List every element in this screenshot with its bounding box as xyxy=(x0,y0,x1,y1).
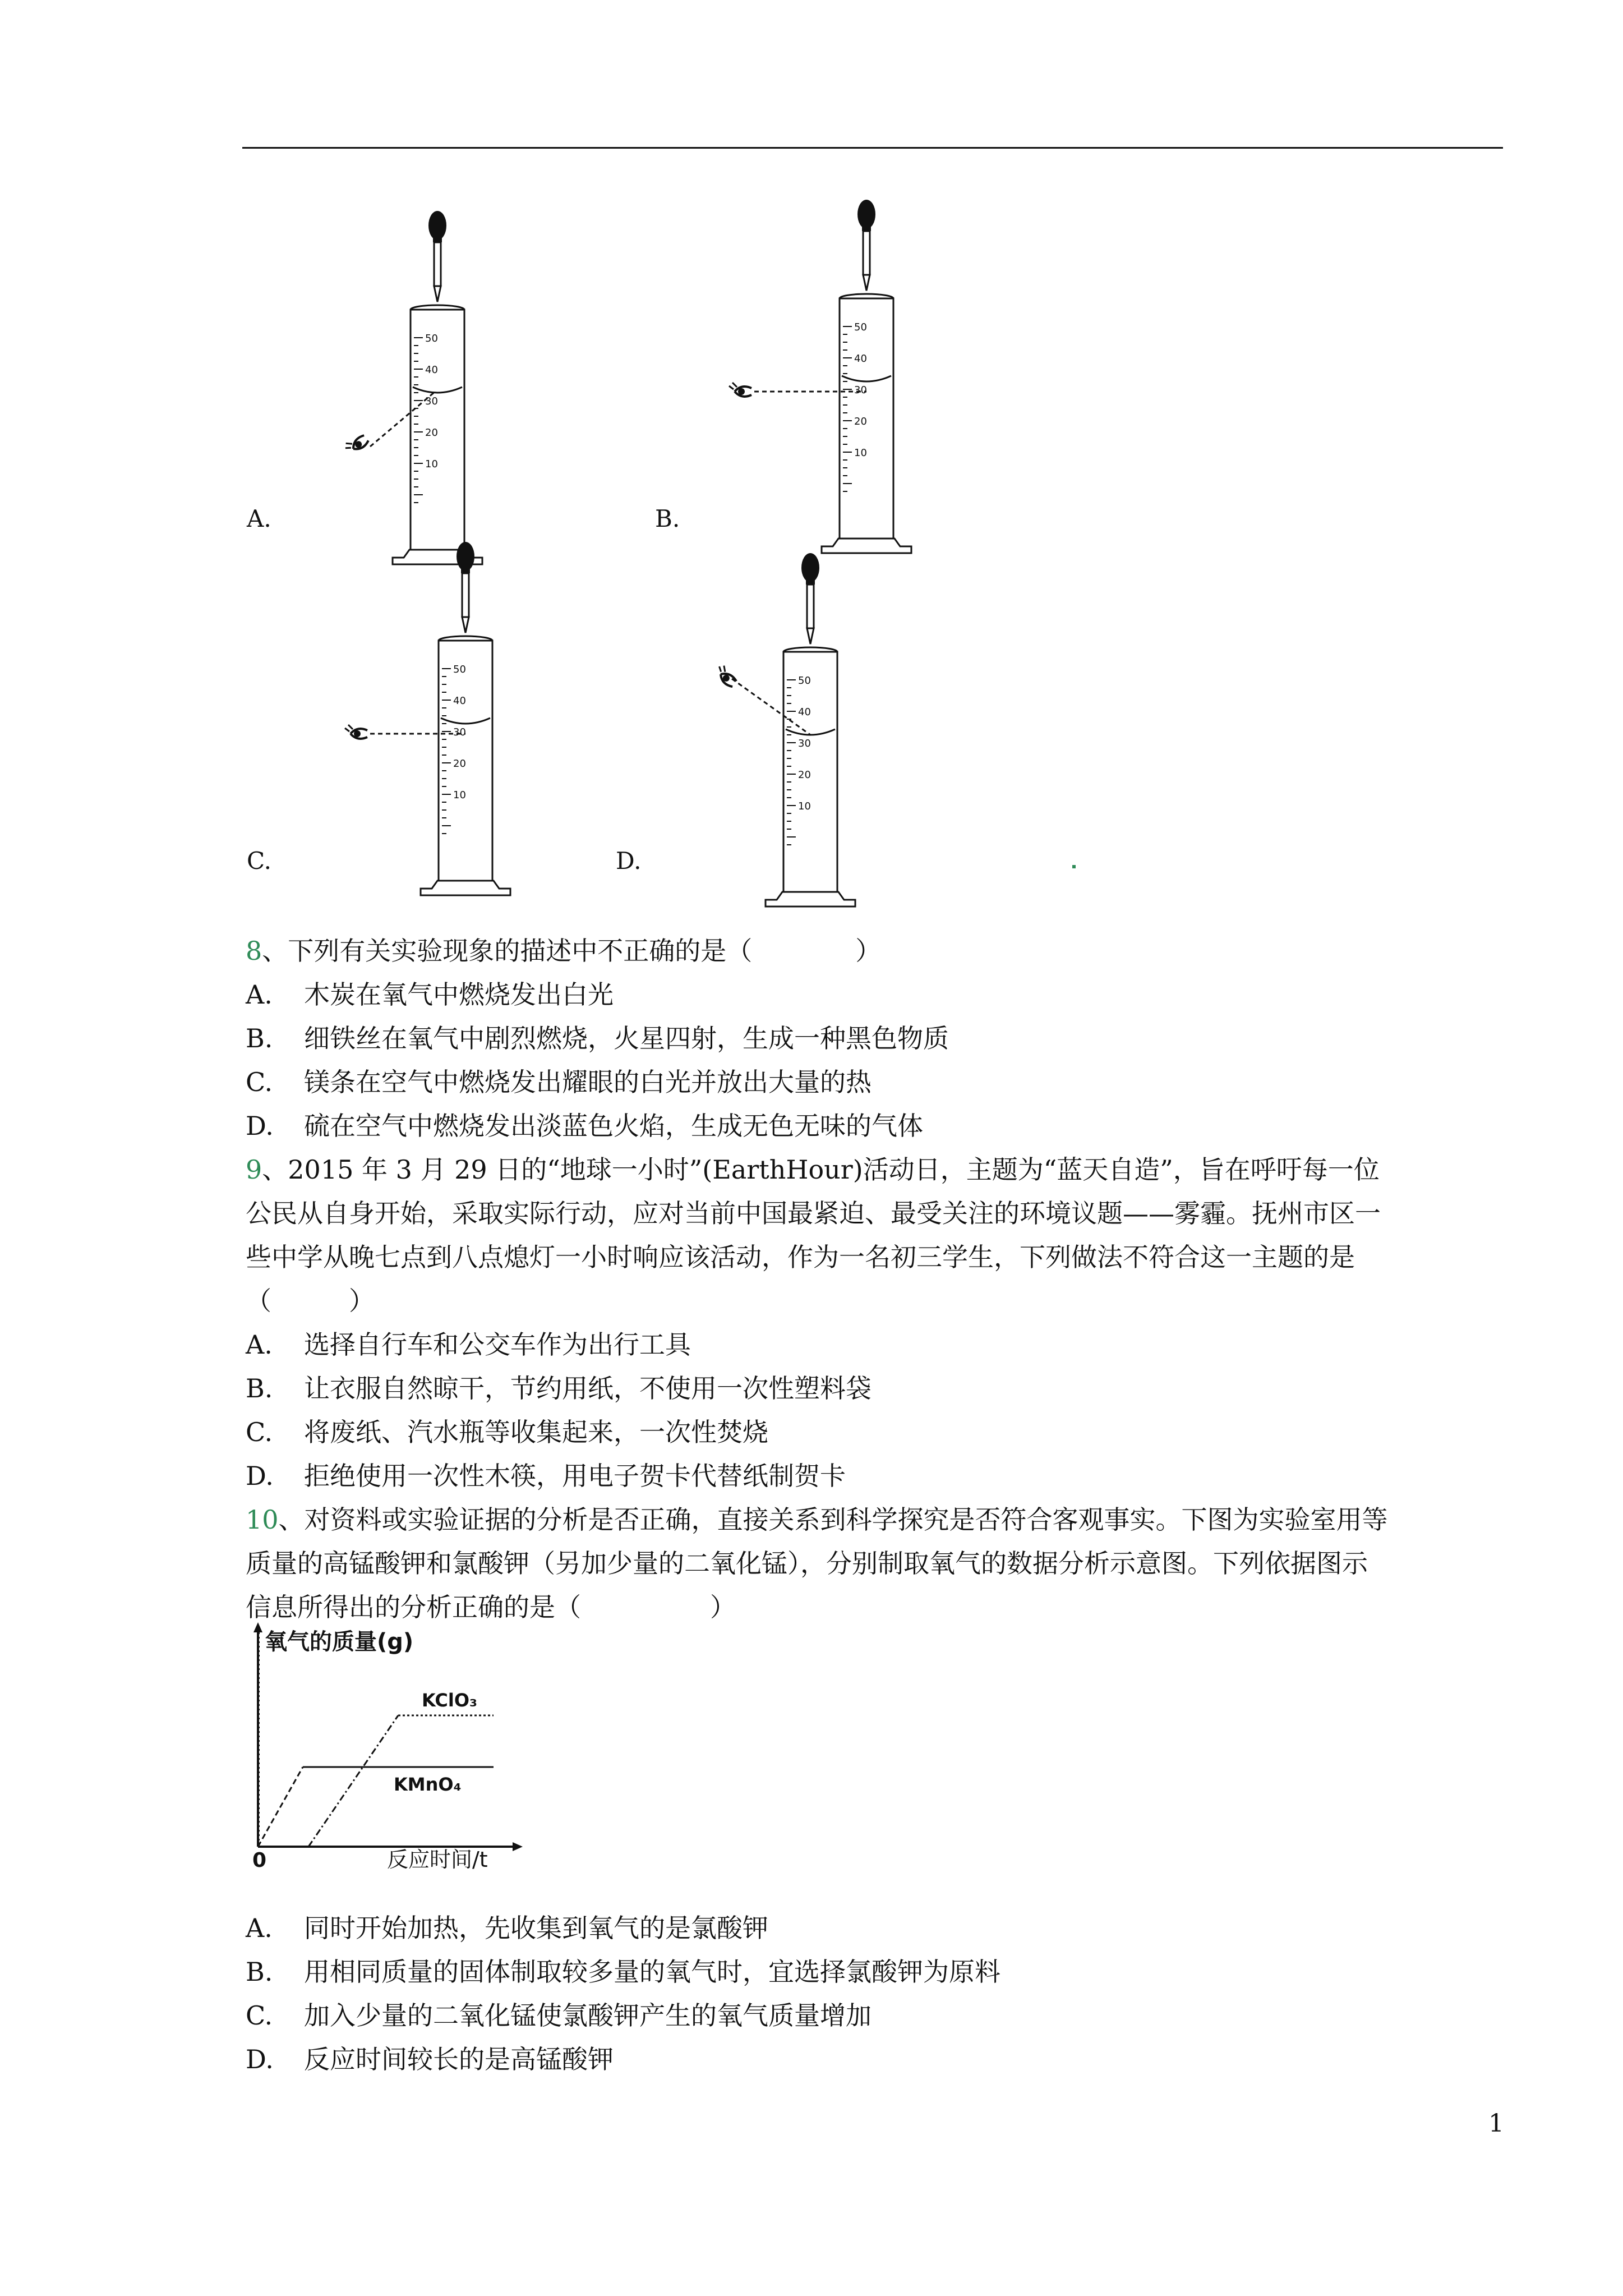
option-text: 用相同质量的固体制取较多量的氧气时，宜选择氯酸钾为原料 xyxy=(304,1957,1000,1987)
figure-label-d: D. xyxy=(616,847,642,875)
question-text: 、2015 年 3 月 29 日的“地球一小时”(EarthHour)活动日，主题为“蓝天自造”，旨在呼吁每一位 xyxy=(262,1154,1380,1185)
scale-label-40: 40 xyxy=(453,695,466,707)
q10-option-b xyxy=(246,1950,1000,1994)
question-10-stem-line3: 信息所得出的分析正确的是（ ） xyxy=(246,1592,736,1622)
scale-label-10: 10 xyxy=(854,447,867,459)
eye-icon xyxy=(729,383,751,397)
cylinder-figure-d xyxy=(754,555,900,914)
option-letter: A. xyxy=(246,979,273,1010)
option-text: 镁条在空气中燃烧发出耀眼的白光并放出大量的热 xyxy=(304,1067,872,1097)
stray-mark xyxy=(1072,865,1076,868)
scale-label-30: 30 xyxy=(453,726,466,738)
option-text: 加入少量的二氧化锰使氯酸钾产生的氧气质量增加 xyxy=(304,2000,872,2031)
header-rule xyxy=(242,147,1503,149)
option-text: 让衣服自然晾干，节约用纸，不使用一次性塑料袋 xyxy=(304,1373,872,1404)
option-text: 木炭在氧气中燃烧发出白光 xyxy=(304,979,614,1010)
graph-x-label: 反应时间/t xyxy=(387,1847,488,1869)
option-letter: C. xyxy=(246,1067,273,1097)
scale-label-50: 50 xyxy=(453,664,466,675)
question-8-stem xyxy=(246,929,881,973)
option-text: 选择自行车和公交车作为出行工具 xyxy=(304,1329,691,1360)
question-number: 10 xyxy=(246,1504,279,1535)
option-letter: B. xyxy=(246,1023,273,1053)
scale-label-20: 20 xyxy=(798,769,811,781)
q10-option-c xyxy=(246,1994,872,2037)
graph-series-kmno4: KMnO₄ xyxy=(394,1774,462,1795)
scale-label-40: 40 xyxy=(854,353,867,365)
kclo3-rise xyxy=(308,1715,398,1847)
scale-label-30: 30 xyxy=(798,738,811,749)
scale-label-40: 40 xyxy=(798,706,811,718)
option-text: 细铁丝在氧气中剧烈燃烧，火星四射，生成一种黑色物质 xyxy=(304,1023,949,1053)
question-text: 、对资料或实验证据的分析是否正确，直接关系到科学探究是否符合客观事实。下图为实验室用等 xyxy=(278,1504,1388,1535)
graph-series-kclo3: KClO₃ xyxy=(422,1690,478,1711)
q10-option-a xyxy=(246,1906,768,1950)
scale-label-30: 30 xyxy=(854,384,867,396)
cylinder-figure-a xyxy=(381,213,527,572)
option-text: 硫在空气中燃烧发出淡蓝色火焰，生成无色无味的气体 xyxy=(304,1111,923,1141)
option-letter: B. xyxy=(246,1957,273,1987)
scale-label-50: 50 xyxy=(854,321,867,333)
option-letter: C. xyxy=(246,1417,273,1447)
question-9-stem-line3: 些中学从晚七点到八点熄灯一小时响应该活动，作为一名初三学生，下列做法不符合这一主题的是 xyxy=(246,1242,1355,1272)
option-letter: D. xyxy=(246,1461,274,1491)
question-10-stem-line2: 质量的高锰酸钾和氯酸钾（另加少量的二氧化锰），分别制取氧气的数据分析示意图。下列依据图示 xyxy=(246,1548,1368,1579)
option-letter: B. xyxy=(246,1373,273,1404)
page-number: 1 xyxy=(1488,2109,1504,2138)
graph-origin: 0 xyxy=(252,1849,267,1869)
cylinder-figure-c xyxy=(409,544,555,903)
eye-icon xyxy=(713,664,740,688)
question-9-stem-line2: 公民从自身开始，采取实际行动，应对当前中国最紧迫、最受关注的环境议题——雾霾。抚州市区一 xyxy=(246,1198,1381,1228)
q9-option-b xyxy=(246,1366,872,1410)
option-text: 拒绝使用一次性木筷，用电子贺卡代替纸制贺卡 xyxy=(304,1461,846,1491)
q8-option-b xyxy=(246,1016,949,1060)
option-letter: D. xyxy=(246,1111,274,1141)
figure-label-a: A. xyxy=(247,505,271,532)
scale-label-10: 10 xyxy=(453,789,466,801)
question-10-stem-line1 xyxy=(246,1498,1388,1542)
scale-label-30: 30 xyxy=(425,395,438,407)
scale-label-10: 10 xyxy=(798,800,811,812)
question-text: 、下列有关实验现象的描述中不正确的是（ ） xyxy=(262,936,882,966)
scale-label-40: 40 xyxy=(425,364,438,376)
scale-label-20: 20 xyxy=(854,416,867,427)
q9-option-c xyxy=(246,1410,768,1454)
option-text: 反应时间较长的是高锰酸钾 xyxy=(304,2044,614,2074)
graph-y-label: 氧气的质量(g) xyxy=(265,1629,414,1655)
q8-option-d xyxy=(246,1104,923,1148)
question-9-stem-line4: （ ） xyxy=(246,1286,375,1316)
q8-option-a xyxy=(246,973,614,1016)
q9-option-a xyxy=(246,1323,691,1366)
eye-icon xyxy=(343,431,370,456)
scale-label-10: 10 xyxy=(425,458,438,470)
scale-label-20: 20 xyxy=(453,758,466,770)
option-letter: C. xyxy=(246,2000,273,2031)
question-number: 8 xyxy=(246,936,262,966)
q10-option-d xyxy=(246,2037,614,2081)
scale-label-50: 50 xyxy=(425,333,438,344)
question-9-stem-line1 xyxy=(246,1148,1380,1191)
option-text: 同时开始加热，先收集到氧气的是氯酸钾 xyxy=(304,1913,768,1943)
q8-option-c xyxy=(246,1060,872,1104)
figure-label-c: C. xyxy=(247,847,271,875)
option-letter: D. xyxy=(246,2044,274,2074)
q9-option-d xyxy=(246,1454,846,1498)
option-letter: A. xyxy=(246,1913,273,1943)
scale-label-20: 20 xyxy=(425,427,438,439)
option-text: 将废纸、汽水瓶等收集起来，一次性焚烧 xyxy=(304,1417,768,1447)
oxygen-mass-graph xyxy=(247,1622,538,1869)
figure-label-b: B. xyxy=(655,505,680,532)
option-letter: A. xyxy=(246,1329,273,1360)
kmno4-rise xyxy=(258,1767,303,1847)
question-number: 9 xyxy=(246,1154,262,1185)
cylinder-figure-b xyxy=(810,202,956,561)
scale-label-50: 50 xyxy=(798,675,811,687)
eye-icon xyxy=(345,725,367,739)
